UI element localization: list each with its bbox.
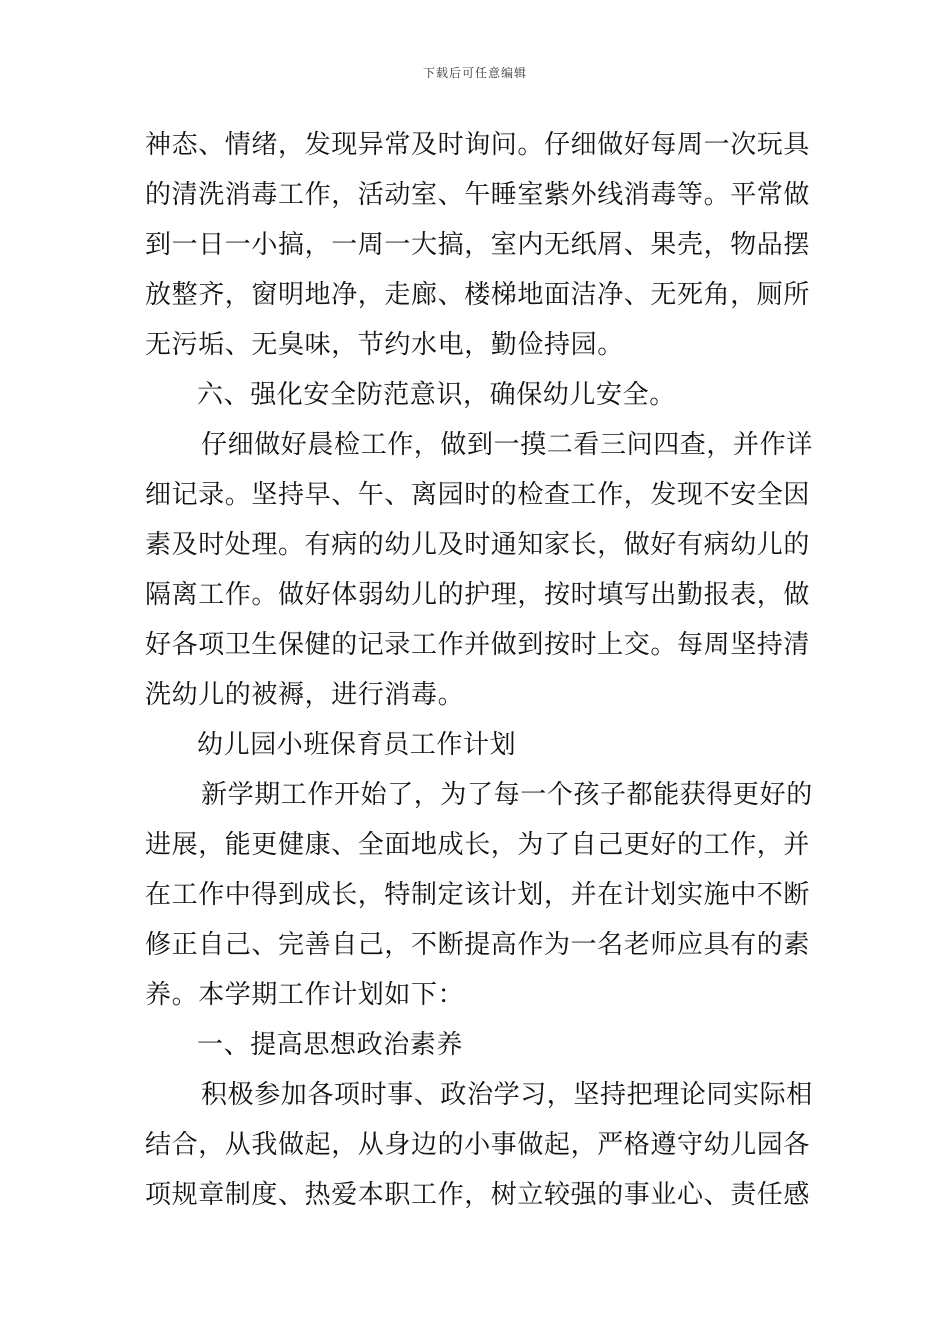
text-line: 放整齐，窗明地净，走廊、楼梯地面洁净、无死角，厕所 [145,280,811,310]
document-title: 幼儿园小班保育员工作计划 [197,730,517,760]
text-line: 好各项卫生保健的记录工作并做到按时上交。每周坚持清 [145,630,811,660]
text-line: 无污垢、无臭味，节约水电，勤俭持园。 [145,330,624,360]
header-note: 下载后可任意编辑 [422,66,527,80]
document-body [145,120,813,1220]
text-line: 结合，从我做起，从身边的小事做起，严格遵守幼儿园各 [145,1130,811,1160]
text-line: 的清洗消毒工作，活动室、午睡室紫外线消毒等。平常做 [145,180,811,210]
paragraph-start: 仔细做好晨检工作，做到一摸二看三问四查，并作详 [201,430,813,460]
paragraph-start: 积极参加各项时事、政治学习，坚持把理论同实际相 [201,1080,813,1110]
text-line: 洗幼儿的被褥，进行消毒。 [145,680,465,710]
section-heading: 六、强化安全防范意识，确保幼儿安全。 [197,380,676,410]
text-line: 养。本学期工作计划如下： [145,980,465,1010]
text-line: 素及时处理。有病的幼儿及时通知家长，做好有病幼儿的 [145,530,811,560]
paragraph-start: 新学期工作开始了，为了每一个孩子都能获得更好的 [201,780,813,810]
text-line: 在工作中得到成长，特制定该计划，并在计划实施中不断 [145,880,811,910]
text-line: 细记录。坚持早、午、离园时的检查工作，发现不安全因 [145,480,811,510]
text-line: 进展，能更健康、全面地成长，为了自己更好的工作，并 [145,830,811,860]
text-line: 隔离工作。做好体弱幼儿的护理，按时填写出勤报表，做 [145,580,811,610]
section-heading: 一、提高思想政治素养 [197,1030,464,1060]
text-line: 神态、情绪，发现异常及时询问。仔细做好每周一次玩具 [145,130,811,160]
text-line: 修正自己、完善自己，不断提高作为一名老师应具有的素 [145,930,811,960]
text-line: 到一日一小搞，一周一大搞，室内无纸屑、果壳，物品摆 [145,230,811,260]
text-line: 项规章制度、热爱本职工作，树立较强的事业心、责任感 [145,1180,811,1210]
